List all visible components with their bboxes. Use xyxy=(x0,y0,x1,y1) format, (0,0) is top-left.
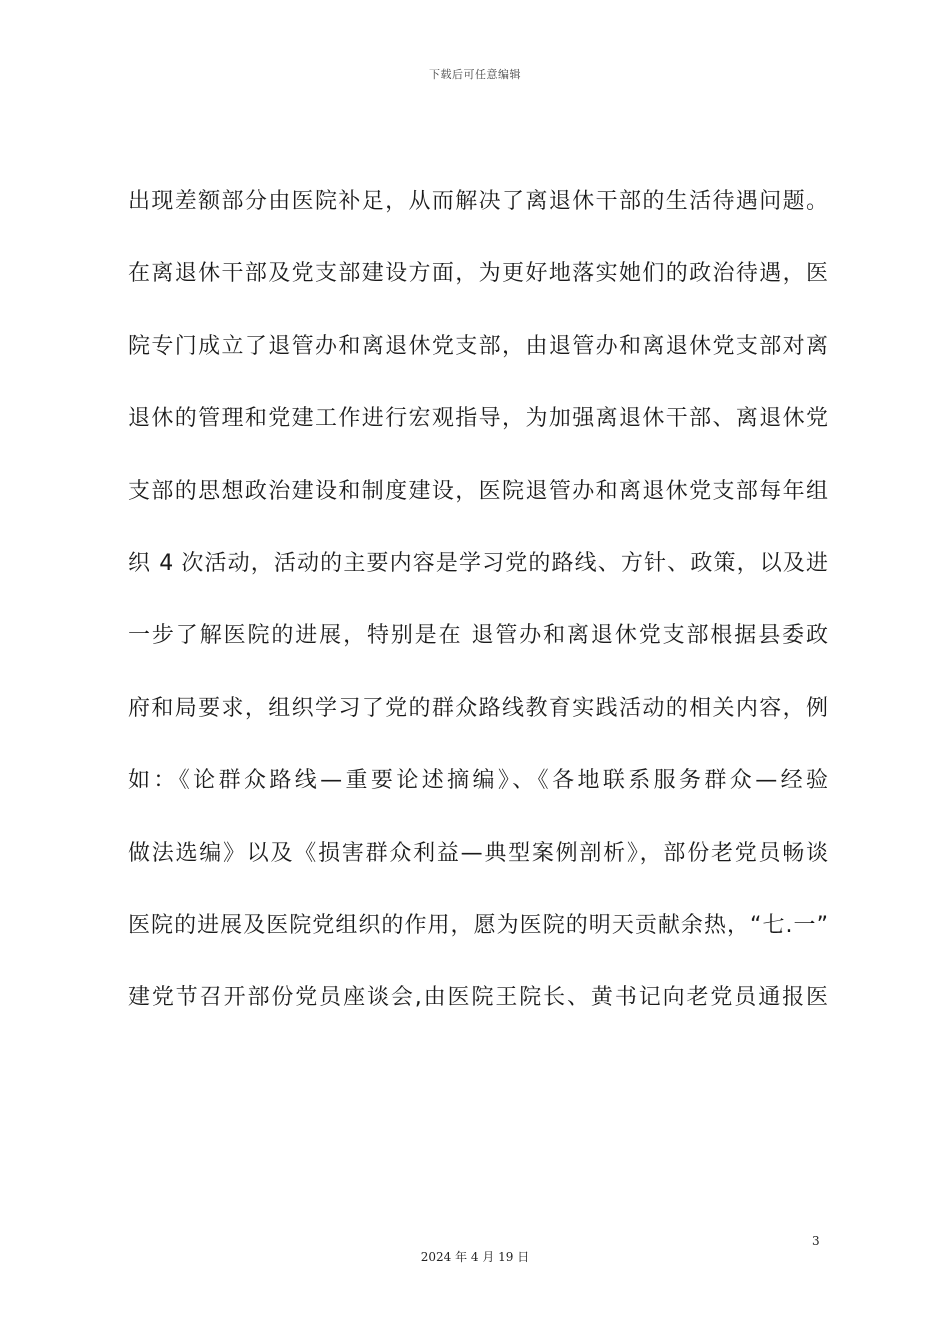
body-line: 院专门成立了退管办和离退休党支部，由退管办和离退休党支部对离 xyxy=(128,333,828,359)
body-line: 退休的管理和党建工作进行宏观指导，为加强离退休干部、离退休党 xyxy=(128,406,828,432)
body-line: 支部的思想政治建设和制度建设，医院退管办和离退休党支部每年组 xyxy=(128,478,828,504)
body-line: 做法选编》以及《损害群众利益—典型案例剖析》，部份老党员畅谈 xyxy=(128,840,828,866)
body-line: 府和局要求，组织学习了党的群众路线教育实践活动的相关内容，例 xyxy=(128,695,828,721)
body-line: 建党节召开部份党员座谈会,由医院王院长、黄书记向老党员通报医 xyxy=(128,985,828,1011)
body-line: 在离退休干部及党支部建设方面，为更好地落实她们的政治待遇，医 xyxy=(128,261,828,287)
document-body xyxy=(128,174,828,1043)
page-number: 3 xyxy=(812,1234,820,1248)
body-line: 织 4 次活动，活动的主要内容是学习党的路线、方针、政策，以及进 xyxy=(128,550,828,576)
page-footer-date: 2024 年 4 月 19 日 xyxy=(420,1250,530,1264)
body-line: 一步了解医院的进展，特别是在 退管办和离退休党支部根据县委政 xyxy=(128,623,828,649)
page-header: 下载后可任意编辑 xyxy=(429,68,521,81)
body-line: 如：《论群众路线—重要论述摘编》、《各地联系服务群众—经验 xyxy=(128,768,828,794)
body-line: 出现差额部分由医院补足，从而解决了离退休干部的生活待遇问题。 xyxy=(128,189,828,214)
body-line: 医院的进展及医院党组织的作用，愿为医院的明天贡献余热，“七.一” xyxy=(128,912,828,938)
